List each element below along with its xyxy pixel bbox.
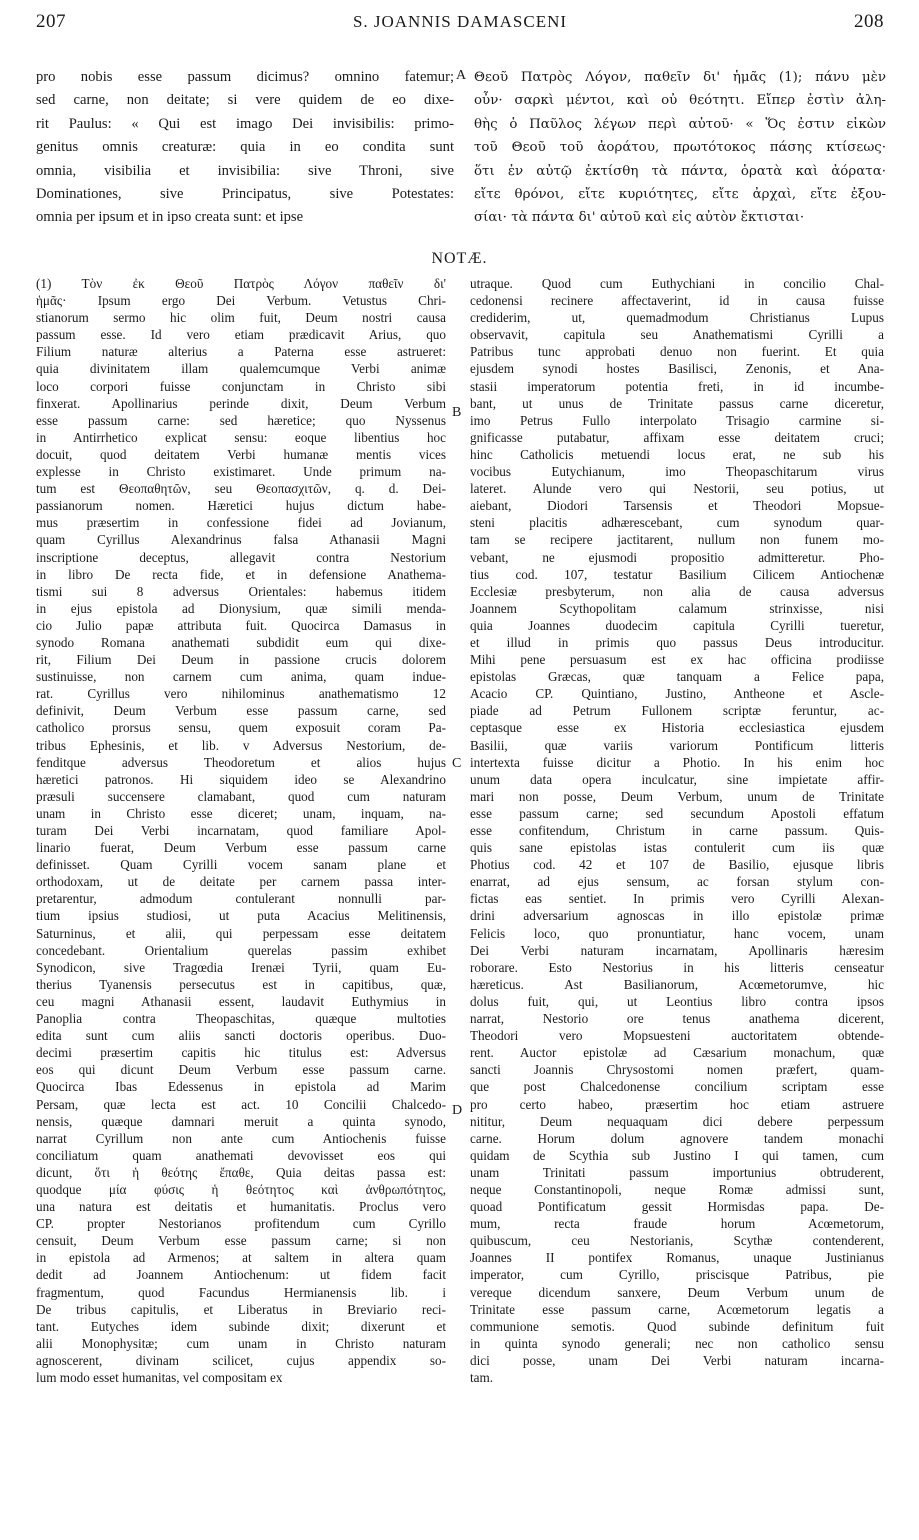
- text-line: definivit, Deum Verbum esse passum carne, sed: [36, 703, 446, 719]
- running-title: S. JOANNIS DAMASCENI: [352, 12, 568, 31]
- text-line: cedonensi recinere affectaverint, id in causa fuisse: [470, 293, 884, 309]
- text-line: passum esse. Id vero etiam prædicavit Arius, quo: [36, 327, 446, 343]
- text-line: ejusdem synodi hostes Basilisci, Zenonis, et Ana-: [470, 361, 884, 377]
- text-line: aiebant, Diodori Tarsensis et Theodori Mopsue-: [470, 498, 884, 514]
- text-line: que post Chalcedonense concilium scriptam esse: [470, 1079, 884, 1095]
- text-line: mum, recta fraude horum Acœmetorum,: [470, 1216, 884, 1232]
- text-line: crediderim, ut, quemadmodum Christianus Lupus: [470, 310, 884, 326]
- text-line: CP. propter Nestorianos profitendum cum Cyrillo: [36, 1216, 446, 1232]
- text-line: ceptasque esse ex Historia ecclesiastica ejusdem: [470, 720, 884, 736]
- text-line: enarrat, ad ejus sensum, ac forsan stylum con-: [470, 874, 884, 890]
- text-line: Dei Verbi naturam incarnatam, Apollinaris hæresim: [470, 942, 884, 958]
- text-line: in libro De recta fide, et in defensione Anathema-: [36, 566, 446, 582]
- text-line: tium ipsius studiosi, ut puta Acacius Melitinensis,: [36, 908, 446, 924]
- text-line: epistolas Græcas, quæ tanquam a Felice papa,: [470, 669, 884, 685]
- text-line: θὴς ὁ Παῦλος λέγων περὶ αὐτοῦ· « Ὅς ἐστιν εἰκὼν: [474, 116, 886, 132]
- text-line: οὖν· σαρκὶ μέντοι, καὶ οὐ θεότητι. Εἴπερ ἐστὶν ἀλη-: [474, 93, 886, 109]
- text-line: esse passum carne: sed hæretice; quo Nyssenus: [36, 412, 446, 428]
- text-line: tum est Θεοπαθητῶν, seu Θεοπασχιτῶν, q. d. Dei-: [36, 481, 446, 497]
- text-line: Quocirca Ibas Edessenus in epistola ad Marim: [36, 1079, 446, 1095]
- text-line: in quinta synodo generali; nec non catholico sensu: [470, 1335, 884, 1351]
- text-line: turam Dei Verbi incarnatam, quod familiare Apol-: [36, 823, 446, 838]
- text-line: inscriptione deceptus, allegavit contra Nestorium: [36, 549, 446, 565]
- text-line: tius cod. 107, testatur Basilium Cilicem Antiochenæ: [470, 566, 884, 582]
- text-line: σίαι· τὰ πάντα δι' αὐτοῦ καὶ εἰς αὐτὸν ἔκτισται·: [474, 210, 805, 226]
- text-line: et illud in primis quo passus Deus introducitur.: [470, 634, 884, 650]
- text-line: una natura est deitatis et humanitatis. Proclus vero: [36, 1199, 446, 1215]
- text-line: roborare. Esto Nestorius in his litteris censeatur: [470, 959, 884, 975]
- page-header: [36, 4, 884, 40]
- text-line: tam se recipere jactitarent, nullum non funem mo-: [470, 532, 884, 548]
- text-line: quis sane epistolas istas contulerit cum iis quæ: [470, 840, 884, 856]
- text-line: concedebant. Orientalium querelas passim exhibet: [36, 942, 446, 958]
- text-line: carne. Horum dolum agnovere tandem monachi: [470, 1130, 884, 1146]
- text-line: hæretici patronos. Hi siquidem ideo se Alexandrino: [36, 771, 446, 787]
- text-line: unum data opera inculcatur, sine impietate affir-: [470, 771, 884, 787]
- text-line: decimi præsertim capitis hic titulus est: Adversus: [36, 1045, 446, 1061]
- text-line: lateret. Alunde vero qui Nestorii, seu potius, ut: [470, 481, 884, 497]
- text-line: quia divinitatem illam qualemcumque Verbi animæ: [36, 361, 446, 377]
- text-line: passianorum nomen. Hæretici hujus dictum habe-: [36, 498, 446, 514]
- text-line: intertexta fuisse dicitur a Photio. In his enim hoc: [470, 754, 884, 770]
- text-line: quidam de Scythia sub Justino I qui tamen, cum: [470, 1147, 884, 1163]
- text-line: alii Monophysitæ; cum unam in Christo naturam: [36, 1335, 446, 1351]
- text-line: fragmentum, quod Facundus Hermianensis lib. i: [36, 1284, 446, 1300]
- latin-main-text: [36, 66, 454, 230]
- text-line: genitus omnis creaturæ: quia in eo condita sunt: [36, 139, 454, 156]
- text-line: tribus Ephesinis, et lib. v Adversus Nestorium, de-: [36, 737, 446, 753]
- text-line: Persam, quæ lecta est act. 10 Concilii Chalcedo-: [36, 1096, 446, 1112]
- text-line: Ecclesiæ presbyterum, non alia de causa adversus: [470, 583, 884, 599]
- text-line: edita sunt cum aliis sancti doctoris operibus. Duo-: [36, 1028, 446, 1044]
- margin-marker-b: B: [452, 405, 462, 420]
- text-line: definisset. Quam Cyrilli vocem sanam plane et: [36, 857, 446, 873]
- text-line: cio Julio papæ attributa fuit. Quocirca Damasus in: [36, 617, 446, 633]
- text-line: rent. Auctor epistolæ ad Cæsarium monachum, quæ: [470, 1045, 884, 1061]
- margin-marker-c: C: [452, 756, 462, 771]
- right-page-number: 208: [853, 11, 884, 32]
- text-line: Photius cod. 42 et 107 de Basilio, ejusque libris: [470, 857, 884, 873]
- margin-marker-d: D: [452, 1103, 463, 1118]
- greek-main-text: [474, 66, 886, 230]
- text-line: unam Trinitati passum importunius obtruderent,: [470, 1164, 884, 1180]
- text-line: loco corpori fuisse conjunctam in Christo sibi: [36, 378, 446, 394]
- text-line: sed carne, non deitate; si vere quidem de eo dixe-: [36, 92, 454, 109]
- text-line: utraque. Quod cum Euthychiani in concilio Chal-: [470, 276, 884, 291]
- text-line: piade ad Petrum Fullonem scriptæ feruntur, ac-: [470, 703, 884, 719]
- text-line: quia Joannes duodecim capitula Cyrilli tueretur,: [470, 617, 884, 633]
- text-line: mus præsertim in confessione fidei ad Jovianum,: [36, 515, 446, 531]
- notes-left-column: [36, 275, 446, 1386]
- text-line: quibuscum, ceu Nestorianis, Scythæ contenderent,: [470, 1233, 884, 1249]
- text-line: Felicis loco, quo pronuntiatur, hanc vocem, unam: [470, 925, 884, 941]
- text-line: quodque μία φύσις ἡ θεότητος καὶ ἀνθρωπότητος,: [36, 1181, 446, 1197]
- text-line: Panoplia contra Theopaschitas, quæque multoties: [36, 1011, 446, 1027]
- text-line: Θεοῦ Πατρὸς Λόγον, παθεῖν δι' ἡμᾶς (1); πάνυ μὲν: [474, 70, 886, 85]
- text-line: quam Cyrillus Alexandrinus falsa Athanasii Magni: [36, 532, 446, 548]
- text-line: imperator, cum Cyrillo, priscisque Patribus, pie: [470, 1267, 884, 1283]
- text-line: vereque dicendum sanxere, Deum Verbum unum de: [470, 1284, 884, 1300]
- text-line: fenditque adversus Theodoretum et alios hujus: [36, 754, 446, 770]
- text-line: ἡμᾶς· Ipsum ergo Dei Verbum. Vetustus Chri-: [36, 293, 446, 309]
- text-line: Synodicon, sive Tragœdia Irenæi Tyrii, quam Eu-: [36, 959, 446, 975]
- text-line: finxerat. Apollinarius perinde dixit, Deum Verbum: [36, 395, 446, 411]
- text-line: Joannes II pontifex Romanus, unaque Justinianus: [470, 1250, 884, 1266]
- text-line: sustinuisse, non carnem cum anima, quam indue-: [36, 669, 446, 685]
- text-line: neque Constantinopoli, neque Romæ admissi sunt,: [470, 1181, 884, 1197]
- text-line: omnia per ipsum et in ipso creata sunt: et ipse: [36, 209, 304, 226]
- text-line: in ejus epistola ad Dionysium, quæ simili menda-: [36, 600, 446, 616]
- text-line: esse confitendum, Christum in carne passum. Quis-: [470, 823, 884, 838]
- text-line: dolus fuit, qui, ut Leontius libro contra ipsos: [470, 993, 884, 1009]
- text-line: unam in Christo esse diceret; unam, inquam, na-: [36, 805, 446, 821]
- text-line: hinc Catholicis metuendi locus erat, ne sub his: [470, 446, 884, 462]
- text-line: ὅτι ἐν αὐτῷ ἐκτίσθη τὰ πάντα, ὁρατὰ καὶ ἀόρατα·: [474, 163, 886, 179]
- text-line: tam.: [470, 1370, 494, 1385]
- text-line: rit, Filium Dei Deum in passione crucis dolorem: [36, 652, 446, 668]
- text-line: Patribus tunc approbati denuo non fuerint. Et quia: [470, 344, 884, 360]
- text-line: præsuli succensere clamabant, quod cum naturam: [36, 788, 446, 804]
- text-line: vebant, ne ejusmodi propositio admitteretur. Pho-: [470, 549, 884, 565]
- text-line: observavit, capitula seu Anathematismi Cyrilli a: [470, 327, 884, 343]
- text-line: rat. Cyrillus vero nihilominus anathematismo 12: [36, 686, 446, 702]
- text-line: eos qui dicunt Deum Verbum esse passum carne.: [36, 1062, 446, 1078]
- text-line: bant, ut unus de Trinitate passus carne diceretur,: [470, 395, 884, 411]
- text-line: drini adversarium agnoscas in illo epistolæ primæ: [470, 908, 884, 924]
- text-line: Trinitate esse passum carne, Acœmetorum legatis a: [470, 1301, 884, 1317]
- text-line: therius Tyanensis persecutus est in capitibus, quæ,: [36, 976, 446, 992]
- text-line: pro certo habeo, præsertim hoc etiam astruere: [470, 1096, 884, 1112]
- text-line: narrat, Nestorio ore tenus anathema dicerent,: [470, 1011, 884, 1027]
- text-line: esse passum carne; sed secundum Apostoli effatum: [470, 805, 884, 821]
- notes-heading: NOTÆ.: [431, 250, 488, 267]
- text-line: quoad Pontificatum gessit Hormisdas papa. De-: [470, 1199, 884, 1215]
- text-line: εἴτε θρόνοι, εἴτε κυριότητες, εἴτε ἀρχαὶ, εἴτε ἐξου-: [474, 186, 886, 202]
- text-line: explesse in Christo existimaret. Unde primum na-: [36, 464, 446, 480]
- margin-marker-a: A: [456, 68, 467, 83]
- text-line: sancti Joannis Chrysostomi nomen præfert, quam-: [470, 1062, 884, 1078]
- text-line: Basilii, quæ variis variorum Pontificum litteris: [470, 737, 884, 753]
- text-line: vocibus Eutychianum, imo Theopaschitarum virus: [470, 464, 884, 480]
- text-line: dici posse, unam Dei Verbi naturam incarna-: [470, 1352, 884, 1368]
- text-line: Theodori vero Mopsuesteni auctoritatem obtende-: [470, 1028, 884, 1044]
- left-page-number: 207: [36, 11, 66, 32]
- text-line: linario fuerat, Deum Verbum esse passum carne: [36, 840, 446, 856]
- text-line: mari non posse, Deum Verbum, unum de Trinitate: [470, 788, 884, 804]
- text-line: De tribus capitulis, et Liberatus in Breviario reci-: [36, 1301, 446, 1317]
- text-line: rit Paulus: « Qui est imago Dei invisibilis: primo-: [36, 115, 454, 132]
- text-line: pretarentur, admodum contulerant nonnulli par-: [36, 891, 446, 907]
- text-line: gnificasse putabatur, affixam esse deitatem cruci;: [470, 429, 884, 445]
- notes-right-column: [470, 275, 884, 1386]
- text-line: lum modo esset humanitas, vel compositam ex: [36, 1370, 283, 1385]
- text-line: docuit, quod deitatem Verbi humanæ mentis vices: [36, 446, 446, 462]
- text-line: tant. Eutyches idem subinde dixit; dixerunt et: [36, 1318, 446, 1334]
- text-line: ceu magni Athanasii essent, laudavit Euthymius in: [36, 993, 446, 1009]
- text-line: Joannem Scythopolitam calamum strinxisse, nisi: [470, 600, 884, 616]
- text-line: Saturninus, et alii, qui perpessam esse deitatem: [36, 925, 446, 941]
- text-line: dicunt, ὅτι ἡ θεότης ἔπαθε, Quia deitas passa est:: [36, 1164, 446, 1180]
- text-line: stianorum sermo hic olim fuit, Deum nostri causa: [36, 310, 446, 326]
- text-line: Acacio CP. Quintiano, Justino, Antheone et Ascle-: [470, 686, 884, 702]
- text-line: fictas eas sentiet. In primis vero Cyrilli Alexan-: [470, 891, 884, 907]
- text-line: catholico prorsus sensu, quem exposuit coram Pa-: [36, 720, 446, 736]
- text-line: Dominationes, sive Principatus, sive Potestates:: [36, 185, 454, 202]
- text-line: hæreticus. Ast Basilianorum, Acœmetorumve, hic: [470, 976, 884, 992]
- text-line: Filium naturæ alterius a Paterna esse astrueret:: [36, 344, 446, 360]
- text-line: narrat Cyrillum non ante cum Antiochenis fuisse: [36, 1130, 446, 1146]
- text-line: censuit, Deum Verbum esse passum carne; si non: [36, 1233, 446, 1249]
- text-line: nititur, Deum nequaquam dici debere perpessum: [470, 1113, 884, 1129]
- text-line: (1) Τὸν ἐκ Θεοῦ Πατρὸς Λόγον παθεῖν δι': [36, 276, 446, 291]
- text-line: communione semotis. Quod subinde definitum fuit: [470, 1318, 884, 1334]
- text-line: agnoscerent, divinam scilicet, cujus appendix so-: [36, 1352, 446, 1368]
- text-line: conciliatum quam anathemati devovisset eos qui: [36, 1147, 446, 1163]
- text-line: steni placitis adhærescebant, cum synodum quar-: [470, 515, 884, 531]
- text-line: omnia, visibilia et invisibilia: sive Throni, sive: [36, 162, 454, 179]
- text-line: in Antirrhetico explicat sensu: eoque libentius hoc: [36, 429, 446, 445]
- text-line: imo Petrus Fullo interpolato Trisagio carmine si-: [470, 412, 884, 428]
- text-line: synodo Romana anathemati subdidit eum qui dixe-: [36, 634, 446, 650]
- text-line: Mihi pene persuasum est ex hac officina prodiisse: [470, 652, 884, 668]
- text-line: stasii imperatorum potentia freti, in id incumbe-: [470, 378, 884, 394]
- text-line: nensis, quæque damnari meruit a quinta synodo,: [36, 1113, 446, 1129]
- text-line: tismi sui 8 adversus Orientales: habemus itidem: [36, 583, 446, 599]
- text-line: pro nobis esse passum dicimus? omnino fatemur;: [36, 69, 454, 85]
- text-line: τοῦ Θεοῦ τοῦ ἀοράτου, πρωτότοκος πάσης κτίσεως·: [474, 140, 886, 156]
- text-line: in epistola ad Armenos; at saltem in altera quam: [36, 1250, 446, 1266]
- text-line: orthodoxam, ut de deitate per carnem passa inter-: [36, 874, 446, 890]
- text-line: dedit ad Joannem Antiochenum: ut fidem facit: [36, 1267, 446, 1283]
